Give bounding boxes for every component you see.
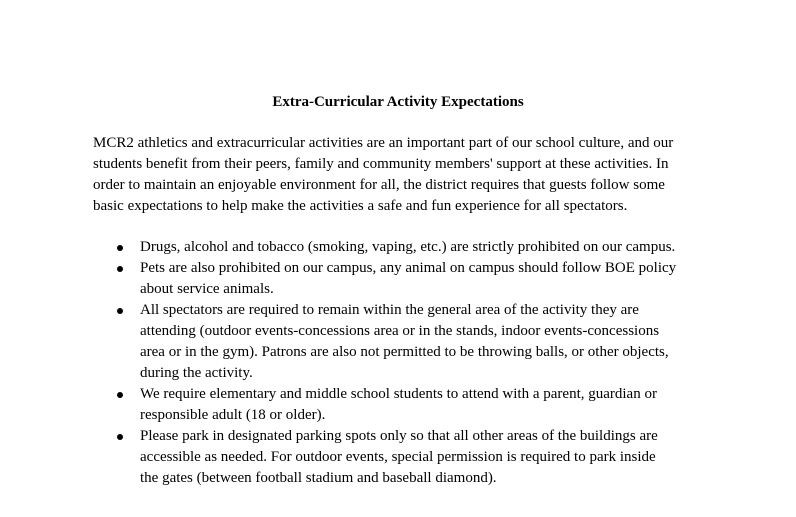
intro-line: students benefit from their peers, family and community members' support at these activities. In xyxy=(93,156,669,172)
intro-line: MCR2 athletics and extracurricular activities are an important part of our school culture, and our xyxy=(93,135,674,151)
bullet-icon xyxy=(117,308,123,314)
list-item-line: during the activity. xyxy=(140,365,253,381)
list-item xyxy=(93,300,713,384)
list-item xyxy=(93,426,713,489)
list-item-line: We require elementary and middle school students to attend with a parent, guardian or xyxy=(140,386,657,402)
expectations-list xyxy=(93,237,713,489)
intro-paragraph xyxy=(93,133,713,217)
list-item-line: Drugs, alcohol and tobacco (smoking, vaping, etc.) are strictly prohibited on our campus. xyxy=(140,239,676,255)
list-item xyxy=(93,237,713,258)
list-item-line: about service animals. xyxy=(140,281,274,297)
list-item-line: Pets are also prohibited on our campus, any animal on campus should follow BOE policy xyxy=(140,260,677,276)
list-item-line: All spectators are required to remain within the general area of the activity they are xyxy=(140,302,639,318)
document-title: Extra-Curricular Activity Expectations xyxy=(272,94,524,110)
list-item xyxy=(93,384,713,426)
list-item-line: the gates (between football stadium and baseball diamond). xyxy=(140,470,497,486)
bullet-icon xyxy=(117,434,123,440)
list-item-line: accessible as needed. For outdoor events, special permission is required to park inside xyxy=(140,449,656,465)
list-item-line: attending (outdoor events-concessions area or in the stands, indoor events-concessions xyxy=(140,323,660,339)
bullet-icon xyxy=(117,245,123,251)
list-item-line: responsible adult (18 or older). xyxy=(140,407,326,423)
intro-line: basic expectations to help make the activities a safe and fun experience for all spectators. xyxy=(93,198,628,214)
list-item-line: area or in the gym). Patrons are also not permitted to be throwing balls, or other objects, xyxy=(140,344,669,360)
bullet-icon xyxy=(117,392,123,398)
intro-line: order to maintain an enjoyable environment for all, the district requires that guests follow some xyxy=(93,177,665,193)
bullet-icon xyxy=(117,266,123,272)
list-item xyxy=(93,258,713,300)
list-item-line: Please park in designated parking spots only so that all other areas of the buildings are xyxy=(140,428,658,444)
